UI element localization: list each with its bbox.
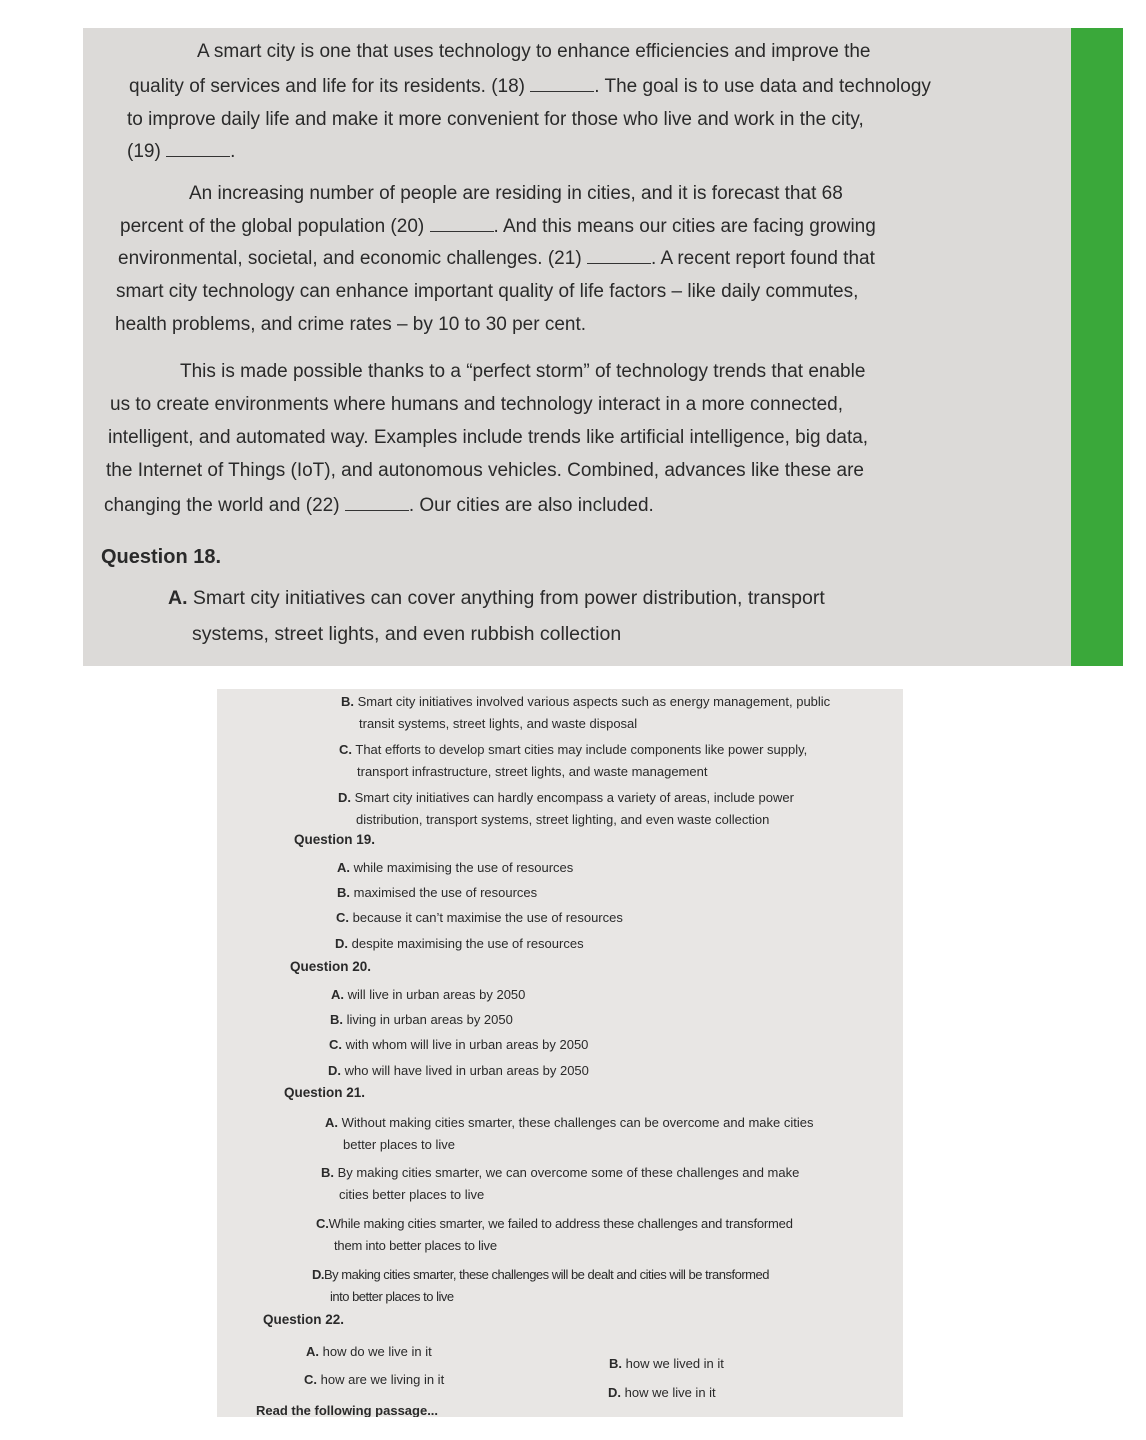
question-18-heading: Question 18. [101, 546, 222, 568]
q22-option-a[interactable]: A. how do we live in it [306, 1344, 432, 1359]
q19-option-b[interactable]: B. maximised the use of resources [337, 885, 538, 900]
q19-option-a[interactable]: A. while maximising the use of resources [337, 860, 574, 875]
blank-22 [345, 496, 409, 511]
q22-option-d[interactable]: D. how we live in it [608, 1385, 716, 1400]
blank-20 [430, 217, 494, 232]
q21-option-d[interactable]: D.By making cities smarter, these challenges will be dealt and cities will be transformed into better places to live [312, 1267, 769, 1304]
passage-p3-line2: us to create environments where humans and technology interact in a more connected, [110, 394, 843, 415]
passage-p2-line5: health problems, and crime rates – by 10 to 30 per cent. [115, 314, 587, 335]
passage-p2-line1: An increasing number of people are residing in cities, and it is forecast that 68 [189, 183, 843, 204]
q18-option-a: A. Smart city initiatives can cover anything from power distribution, transport systems, street lights, and even rubbish collection [168, 587, 825, 645]
passage-p1-line3: to improve daily life and make it more convenient for those who live and work in the city, [127, 109, 864, 130]
q20-option-d[interactable]: D. who will have lived in urban areas by 2050 [328, 1063, 589, 1078]
q19-option-c[interactable]: C. because it can’t maximise the use of resources [336, 910, 623, 925]
question-21-heading: Question 21. [284, 1085, 366, 1100]
passage-p1-line1: A smart city is one that uses technology to enhance efficiencies and improve the [197, 41, 871, 62]
passage-p2-line3: environmental, societal, and economic challenges. (21) . A recent report found that [118, 248, 875, 269]
passage-p1-line4: (19) . [127, 141, 236, 162]
blank-21 [587, 249, 651, 264]
q20-option-c[interactable]: C. with whom will live in urban areas by 2050 [329, 1037, 589, 1052]
q19-option-d[interactable]: D. despite maximising the use of resources [335, 936, 584, 951]
q20-option-b[interactable]: B. living in urban areas by 2050 [330, 1012, 513, 1027]
question-20-heading: Question 20. [290, 959, 372, 974]
blank-18 [530, 77, 594, 92]
q21-option-a[interactable]: A. Without making cities smarter, these challenges can be overcome and make cities better places to live [325, 1115, 814, 1152]
q18-option-d: D. Smart city initiatives can hardly encompass a variety of areas, include power distribution, transport systems, street lighting, and even waste collection [338, 790, 794, 827]
passage-p3-line4: the Internet of Things (IoT), and autonomous vehicles. Combined, advances like these are [106, 460, 864, 481]
q22-option-b[interactable]: B. how we lived in it [609, 1356, 724, 1371]
passage-p3-line1: This is made possible thanks to a “perfect storm” of technology trends that enable [180, 361, 866, 382]
q18-option-c: C. That efforts to develop smart cities may include components like power supply, transport infrastructure, street lights, and waste management [339, 742, 808, 779]
q20-option-a[interactable]: A. will live in urban areas by 2050 [331, 987, 526, 1002]
photo-passage [83, 28, 1123, 666]
passage-p2-line4: smart city technology can enhance important quality of life factors – like daily commutes, [116, 281, 859, 302]
passage-p3-line5: changing the world and (22) . Our cities are also included. [104, 495, 654, 516]
q21-option-c[interactable]: C.While making cities smarter, we failed to address these challenges and transformed them into better places to live [316, 1216, 793, 1253]
blank-19 [166, 142, 230, 157]
footer-instruction: Read the following passage... [256, 1403, 439, 1417]
passage-text [83, 28, 1071, 666]
question-22-heading: Question 22. [263, 1312, 345, 1327]
q22-option-c[interactable]: C. how are we living in it [304, 1372, 445, 1387]
q18-option-b: B. Smart city initiatives involved various aspects such as energy management, public transit systems, street lights, and waste disposal [341, 694, 831, 731]
q21-option-b[interactable]: B. By making cities smarter, we can overcome some of these challenges and make cities better places to live [321, 1165, 800, 1202]
passage-p2-line2: percent of the global population (20) . And this means our cities are facing growing [120, 216, 876, 237]
passage-p3-line3: intelligent, and automated way. Examples include trends like artificial intelligence, big data, [108, 427, 869, 448]
photo-questions [217, 689, 903, 1417]
passage-p1-line2: quality of services and life for its residents. (18) . The goal is to use data and technology [129, 76, 931, 97]
question-19-heading: Question 19. [294, 832, 376, 847]
green-background [1071, 28, 1123, 666]
